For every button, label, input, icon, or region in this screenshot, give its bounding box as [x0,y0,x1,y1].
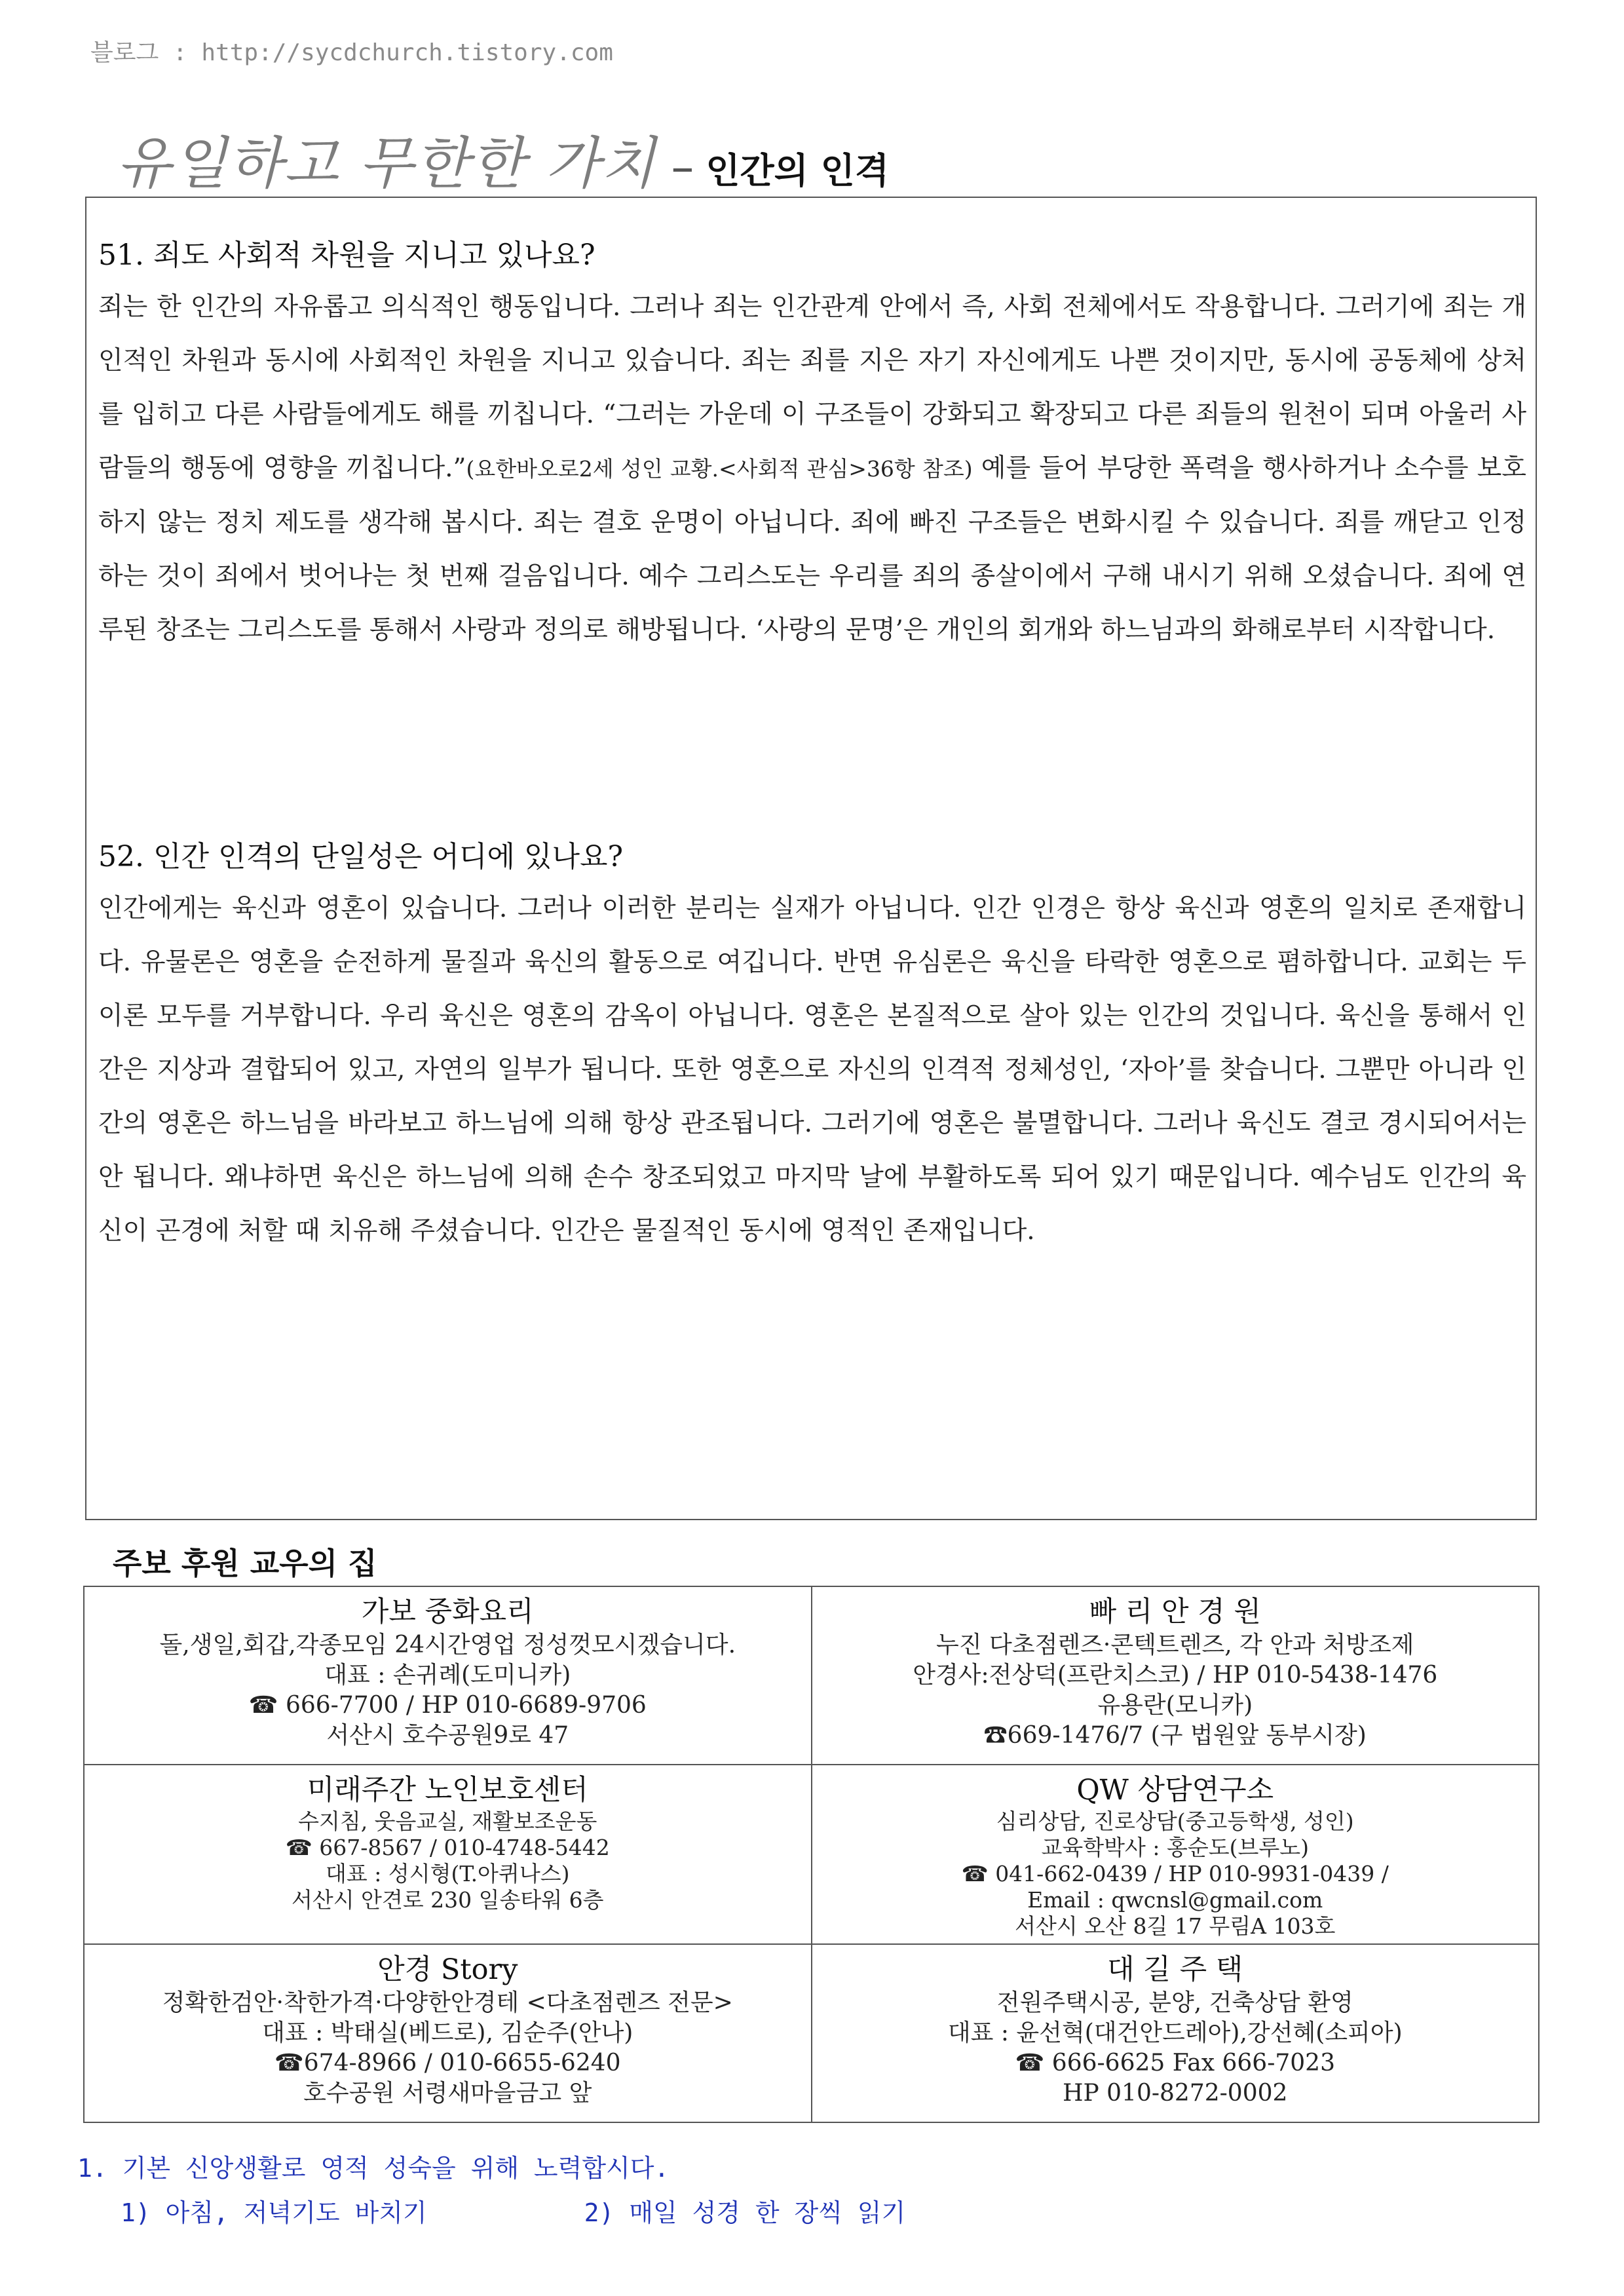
sponsor-email: Email : qwcnsl@gmail.com [1027,1887,1323,1913]
sponsor-line: 누진 다초점렌즈·콘텍트렌즈, 각 안과 처방조제 [936,1632,1414,1658]
notice-items [77,2191,905,2235]
sponsor-line: 호수공원 서령새마을금고 앞 [303,2080,592,2107]
sponsor-name: 미래주간 노인보호센터 [307,1774,588,1807]
sponsor-line: ☎ 666-7700 / HP 010-6689-9706 [248,1692,647,1719]
sponsor-line: 대표 : 손귀례(도미니카) [324,1662,571,1689]
title-dash: – [671,140,694,194]
sponsor-name: 가보 중화요리 [361,1596,534,1628]
notice-block [77,2146,905,2235]
sponsor-cell [84,1586,812,1765]
sponsor-line: 심리상담, 진로상담(중고등학생, 성인) [996,1808,1354,1834]
notice-line: 1. 기본 신앙생활로 영적 성숙을 위해 노력합시다. [77,2154,670,2183]
notice-item: 2) 매일 성경 한 장씩 읽기 [584,2198,906,2227]
sponsor-cell [812,1765,1539,1944]
sponsor-line: ☎ 667-8567 / 010-4748-5442 [285,1835,610,1860]
sponsor-line: 유용란(모니카) [1097,1692,1253,1719]
sponsor-cell [84,1944,812,2122]
sponsor-line: ☎ 041-662-0439 / HP 010-9931-0439 / [961,1861,1389,1886]
sponsor-line: 정확한검안·착한가격·다양한안경테 <다초점렌즈 전문> [162,1989,733,2016]
title-main: 유일하고 무한한 가치 [117,131,657,197]
sponsor-line: 서산시 호수공원9로 47 [326,1722,569,1749]
citation: (요한바오로2세 성인 교황.<사회적 관심>36항 참조) [466,456,973,482]
sponsor-line: 서산시 오산 8길 17 무림A 103호 [1015,1913,1336,1939]
sponsor-name: QW 상담연구소 [1076,1774,1274,1807]
sponsor-cell [812,1586,1539,1765]
sponsor-heading: 주보 후원 교우의 집 [113,1546,377,1581]
sponsor-table [83,1586,1539,2123]
sponsor-cell [84,1765,812,1944]
sponsor-line: 대표 : 윤선혁(대건안드레아),강선혜(소피아) [947,2019,1403,2046]
section-text [98,280,1526,657]
section-text: 인간에게는 육신과 영혼이 있습니다. 그러나 이러한 분리는 실재가 아닙니다. 인간 인경은 항상 육신과 영혼의 일치로 존재합니다. 유물론은 영혼을 순전하게 물질과 육신의 활동으로 여깁니다. 반면 유심론은 육신을 타락한 영혼으로 폄하합니다. 교회는 두 이론 모두를 거부합니다. 우리 육신은 영혼의 감옥이 아닙니다. 영혼은 본질적으로 살아 있는 인간의 것입니다. 육신을 통해서 인간은 지상과 결합되어 있고, 자연의 일부가 됩니다. 또한 영혼으로 자신의 인격적 정체성인, ‘자아’를 찾습니다. 그뿐만 아니라 인간의 영혼은 하느님을 바라보고 하느님에 의해 항상 관조됩니다. 그러기에 영혼은 불멸합니다. 그러나 육신도 결코 경시되어서는 안 됩니다. 왜냐하면 육신은 하느님에 의해 손수 창조되었고 마지막 날에 부활하도록 되어 있기 때문입니다. 예수님도 인간의 육신이 곤경에 처할 때 치유해 주셨습니다. 인간은 물질적인 동시에 영적인 존재입니다. [98,894,1526,1246]
blog-url: 블로그 : http://sycdchurch.tistory.com [90,39,613,66]
text-part-a: 죄는 한 인간의 자유롭고 의식적인 행동입니다. 그러나 죄는 인간관계 안에서 즉, 사회 전체에서도 작용합니다. 그러기에 죄는 개인적인 차원과 동시에 사회적인 차원을 지니고 있습니다. 죄는 죄를 지은 자기 자신에게도 나쁜 것이지만, 동시에 공동체에 상처를 입히고 다른 사람들에게도 해를 끼칩니다. “그러는 가운데 이 구조들이 강화되고 확장되고 다른 죄들의 원천이 되며 아울러 사람들의 행동에 영향을 끼칩니다.” [98,292,1526,483]
sponsor-line: HP 010-8272-0002 [1063,2080,1288,2107]
section-heading: 52. 인간 인격의 단일성은 어디에 있나요? [98,840,624,873]
sponsor-line: 서산시 안견로 230 일송타워 6층 [291,1887,604,1913]
sponsor-line: 교육학박사 : 홍순도(브루노) [1041,1835,1309,1860]
page-title [117,118,889,197]
section-51 [98,236,1526,657]
sponsor-cell [812,1944,1539,2122]
section-52 [98,837,1526,1258]
notice-item: 1) 아침, 저녁기도 바치기 [121,2198,427,2227]
sponsor-line: 수지침, 웃음교실, 재활보조운동 [298,1808,597,1834]
sponsor-line: ☎ 666-6625 Fax 666-7023 [1015,2050,1335,2076]
sponsor-line: 대표 : 성시형(T.아퀴나스) [326,1861,570,1886]
sponsor-line: 대표 : 박태실(베드로), 김순주(안나) [262,2019,633,2046]
sponsor-line: ☎669-1476/7 (구 법원앞 동부시장) [983,1722,1367,1749]
sponsor-line: 돌,생일,회갑,각종모임 24시간영업 정성껏모시겠습니다. [159,1632,736,1658]
sponsor-line: 안경사:전상덕(프란치스코) / HP 010-5438-1476 [913,1662,1438,1689]
sponsor-name: 대 길 주 택 [1107,1953,1243,1986]
section-heading: 51. 죄도 사회적 차원을 지니고 있나요? [98,239,595,272]
title-sub: 인간의 인격 [706,150,889,191]
sponsor-name: 빠 리 안 경 원 [1089,1596,1261,1628]
sponsor-name: 안경 Story [377,1953,518,1986]
text-part-b: 예를 들어 부당한 폭력을 행사하거나 소수를 보호하지 않는 정치 제도를 생각해 봅시다. 죄는 결호 운명이 아닙니다. 죄에 빠진 구조들은 변화시킬 수 있습니다. 죄를 깨닫고 인정하는 것이 죄에서 벗어나는 첫 번째 걸음입니다. 예수 그리스도는 우리를 죄의 종살이에서 구해 내시기 위해 오셨습니다. 죄에 연루된 창조는 그리스도를 통해서 사랑과 정의로 해방됩니다. ‘사랑의 문명’은 개인의 회개와 하느님과의 화해로부터 시작합니다. [98,453,1526,645]
sponsor-line: 전원주택시공, 분양, 건축상담 환영 [996,1989,1353,2016]
sponsor-line: ☎674-8966 / 010-6655-6240 [274,2050,621,2076]
